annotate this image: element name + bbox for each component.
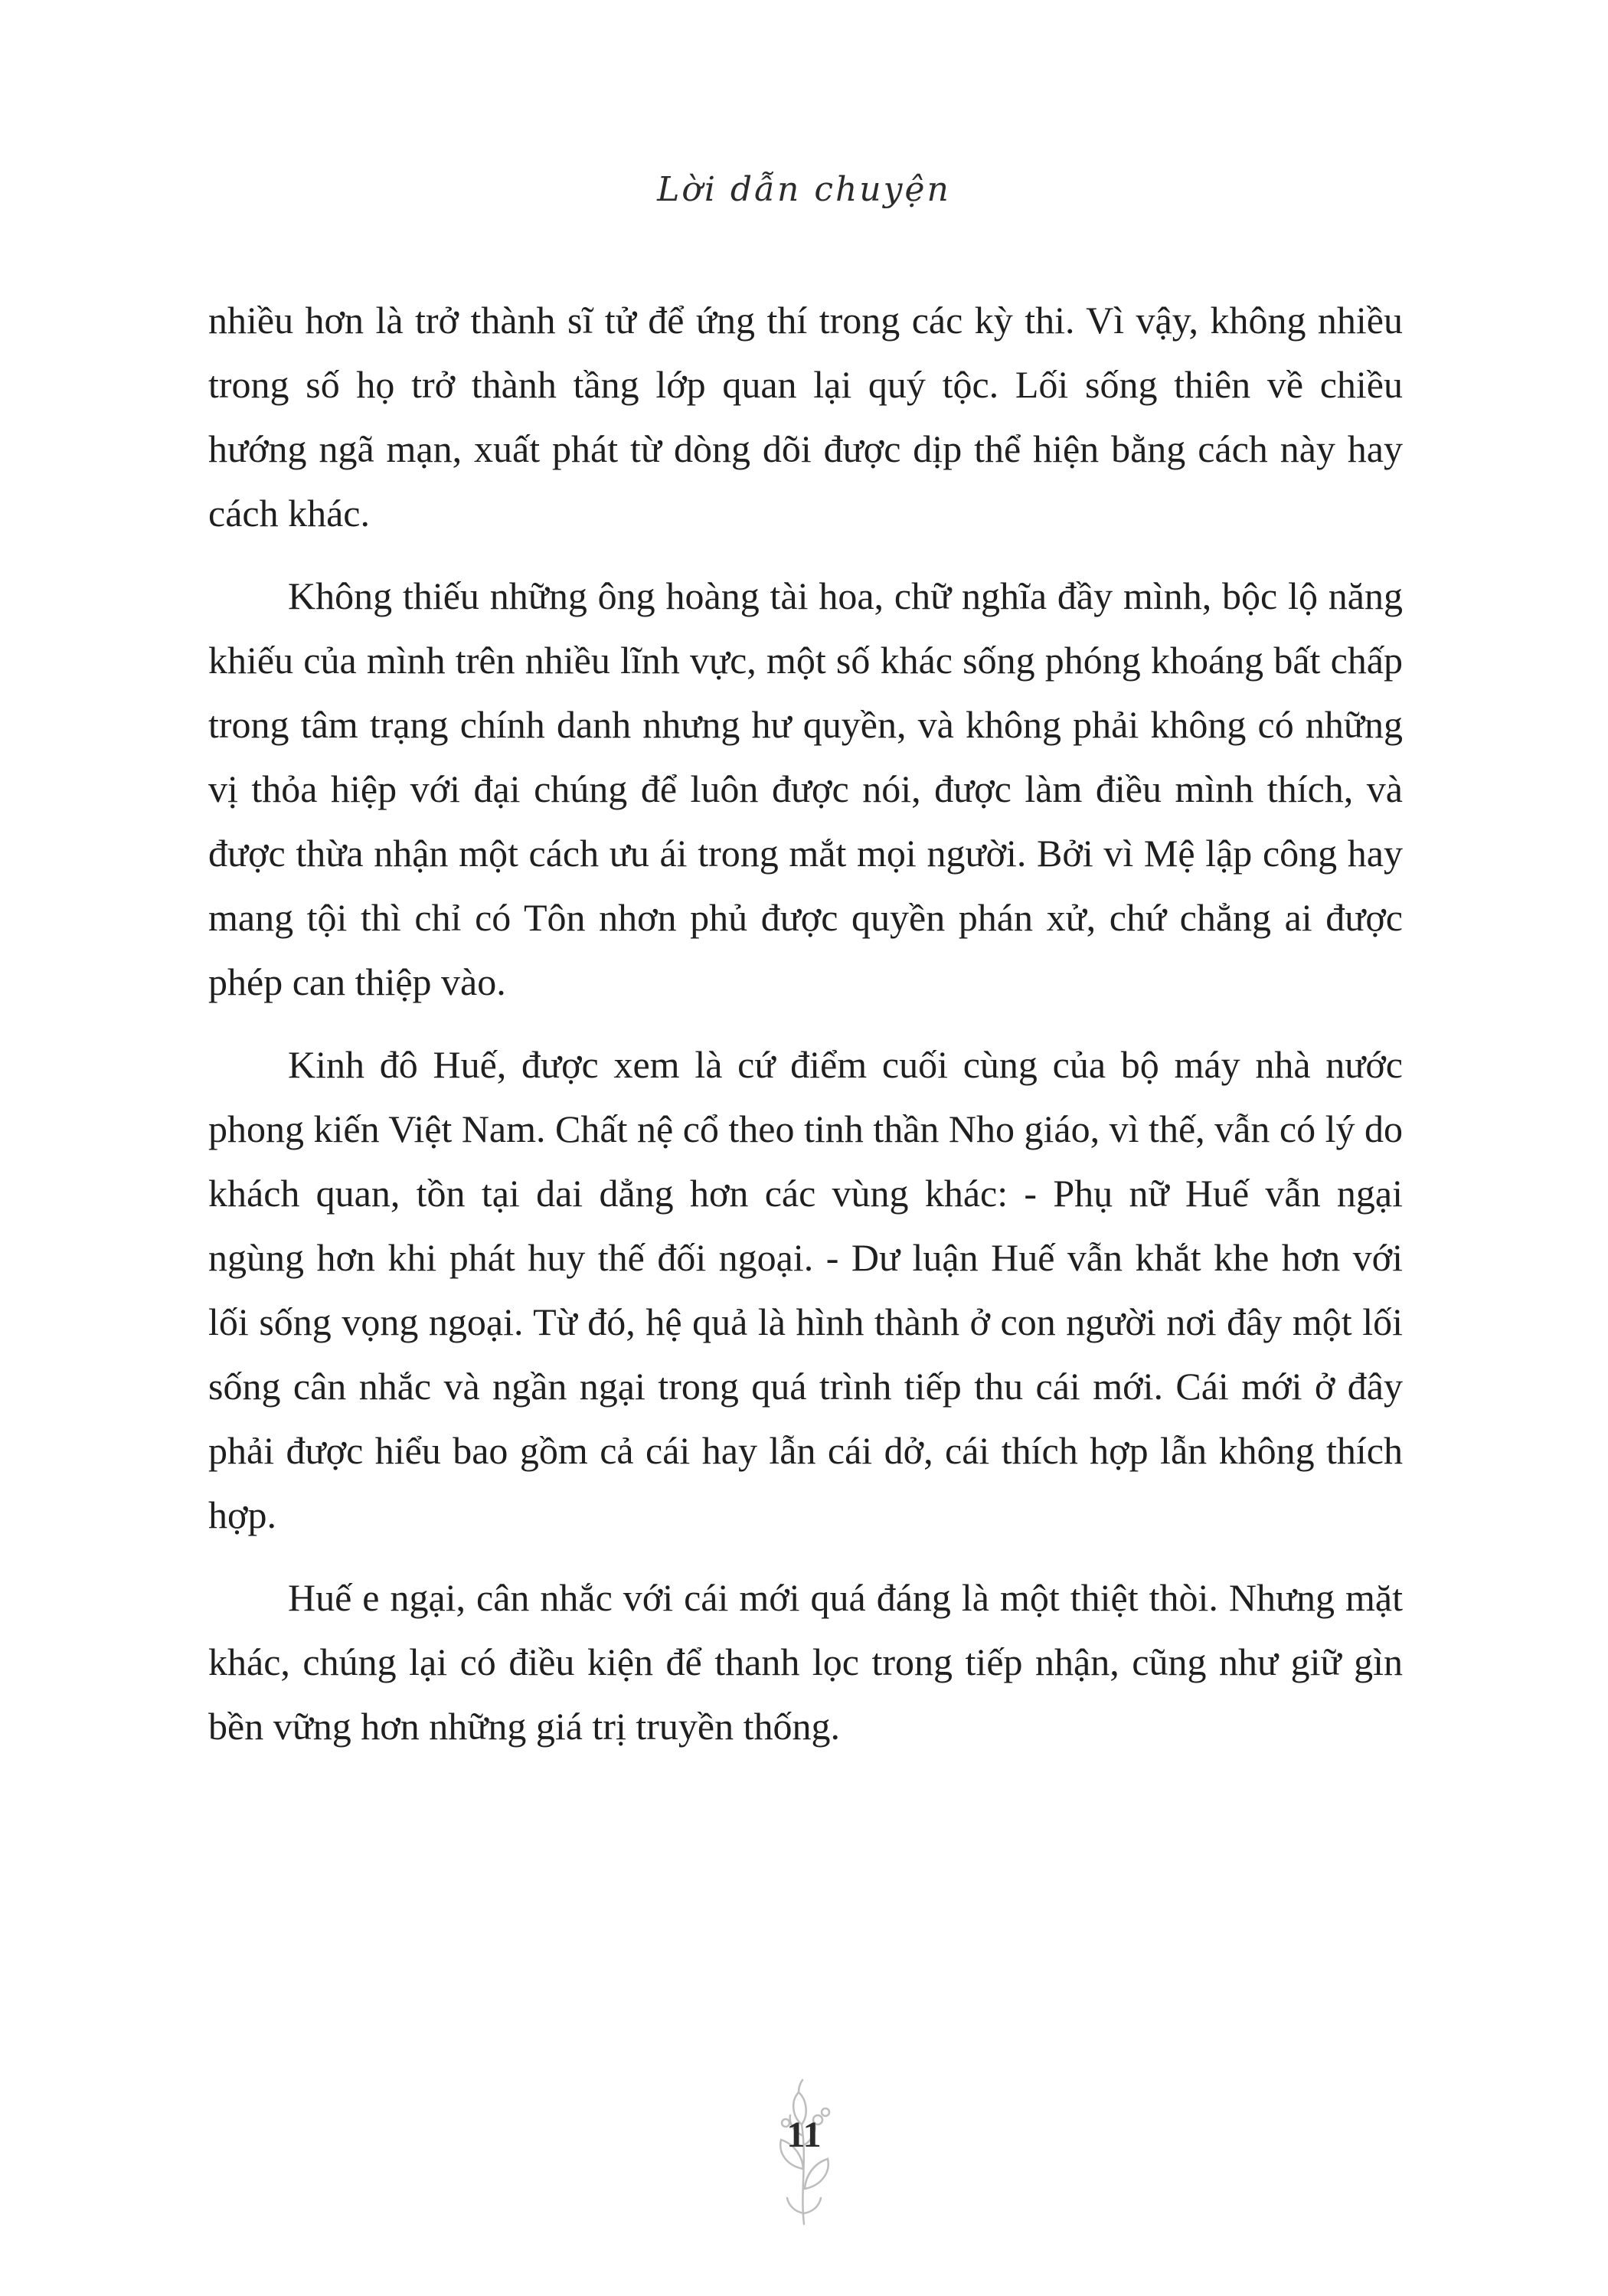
paragraph: Huế e ngại, cân nhắc với cái mới quá đáng là một thiệt thòi. Nhưng mặt khác, chúng lại có điều kiện để thanh lọc trong tiếp nhận, cũng như giữ gìn bền vững hơn những giá trị truyền thống. <box>208 1576 1403 1748</box>
paragraph: nhiều hơn là trở thành sĩ tử để ứng thí trong các kỳ thi. Vì vậy, không nhiều trong số họ trở thành tầng lớp quan lại quý tộc. Lối sống thiên về chiều hướng ngã mạn, xuất phát từ dòng dõi được dịp thể hiện bằng cách này hay cách khác. <box>208 299 1403 535</box>
paragraph: Kinh đô Huế, được xem là cứ điểm cuối cùng của bộ máy nhà nước phong kiến Việt Nam. Chất nệ cổ theo tinh thần Nho giáo, vì thế, vẫn có lý do khách quan, tồn tại dai dẳng hơn các vùng khác: - Phụ nữ Huế vẫn ngại ngùng hơn khi phát huy thế đối ngoại. - Dư luận Huế vẫn khắt khe hơn với lối sống vọng ngoại. Từ đó, hệ quả là hình thành ở con người nơi đây một lối sống cân nhắc và ngần ngại trong quá trình tiếp thu cái mới. Cái mới ở đây phải được hiểu bao gồm cả cái hay lẫn cái dở, cái thích hợp lẫn không thích hợp. <box>208 1043 1403 1536</box>
page-footer <box>0 2077 1608 2245</box>
body-text <box>208 288 1403 1777</box>
page-number: 11 <box>786 2114 822 2155</box>
running-header: Lời dẫn chuyện <box>657 170 951 209</box>
paragraph: Không thiếu những ông hoàng tài hoa, chữ nghĩa đầy mình, bộc lộ năng khiếu của mình trên nhiều lĩnh vực, một số khác sống phóng khoáng bất chấp trong tâm trạng chính danh nhưng hư quyền, và không phải không có những vị thỏa hiệp với đại chúng để luôn được nói, được làm điều mình thích, và được thừa nhận một cách ưu ái trong mắt mọi người. Bởi vì Mệ lập công hay mang tội thì chỉ có Tôn nhơn phủ được quyền phán xử, chứ chẳng ai được phép can thiệp vào. <box>208 574 1403 1003</box>
